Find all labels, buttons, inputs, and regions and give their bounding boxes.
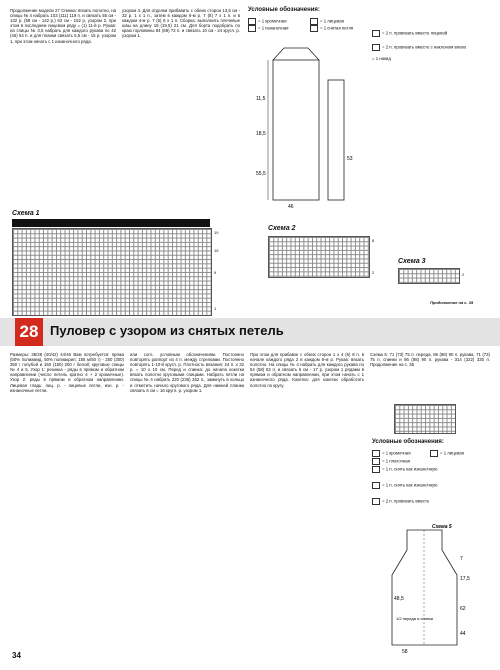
- dim-label: 58: [402, 649, 408, 655]
- dim-label: 11,5: [256, 96, 266, 102]
- garment-schema-bottom: [372, 520, 492, 655]
- scheme-row-number: 19: [214, 230, 219, 235]
- bottom-text-column-1: Размеры: 36/38 (40/42) 44/46 Вам потребуется: пряжа (50% полиамид, 50% полиакрил; 155 м/50 г) - 250 (300) 350 г голубой и 150 (150) 200 г белой; круговые спицы № 4 и 5. Узор 1: резинка - ряды в прямом и обратном направлении (число петель кратно 4 + 2 кромочные). Узор 2: ряды в прямом и обратном направлении. Лицевая гладь: лиц. р. - лицевые петли, изн. р. - изнаночные петли.: [10, 352, 124, 393]
- dim-label: 1/2 переда и спинки: [396, 616, 434, 621]
- dim-label: 7: [460, 556, 463, 562]
- legend-item: = 2 п. провязать вместе с наклоном влево: [372, 44, 466, 51]
- knit-stitch-icon: [248, 25, 256, 32]
- scheme-3-title: Схема 3: [398, 258, 426, 265]
- legend-item: = 1 лицевая: [310, 18, 344, 25]
- dim-label: 17,5: [460, 576, 470, 582]
- scheme-row-number: 2: [462, 272, 465, 277]
- bottom-text-column-3: При этом для прибавок с обеих сторон 1 х 4 (6) 8 п. в начале каждого ряда 2 в каждом 8-м р. Рукав: вязать полотно. На спицы № 4 набрать для каждого рукава по 54 (58) 62 п. и связать 6 см - 17 р. узором 1 рядами в прямом и обратном направлении, при этом начать с 1 изнаночного ряда. Кокетка: для кокетки обработать полотно по кругу.: [250, 352, 364, 388]
- legend-item: = 2 п. провязать вместе лицевой: [372, 30, 447, 37]
- legend-item: = 1 изнаночная: [248, 25, 288, 32]
- dim-label: 53: [347, 156, 353, 162]
- scheme-3-grid: [398, 268, 460, 284]
- scheme-row-number: 9: [214, 270, 217, 275]
- slip-stitch-icon: [372, 466, 380, 473]
- section-number-badge: 28: [15, 318, 43, 346]
- section-title: Пуловер с узором из снятых петель: [50, 323, 284, 338]
- legend-item: = 1 п. снять как изнаночную: [372, 482, 437, 489]
- scheme-row-number: 2: [372, 270, 375, 275]
- purl-stitch-icon: [310, 18, 318, 25]
- edge-stitch-icon: [248, 18, 256, 25]
- top-text-column-2: узором 4. Для отделки прибавить с обеих сторон 13,5 см - 32 р. 1 х 1 п., затем в каждом 6-м р. 7 (8) 7 х 1 п. и в каждом 4-м р. 7 (6) 6 х 1 п. Сборка: выполнить плечевые швы на длину 18 (19,5) 21 см. Для борта подобрать по краю горловины 84 (88) 72 п. и связать 10 см - 24 кругл. р. узором 1.: [122, 8, 240, 39]
- dim-label: 18,5: [256, 131, 266, 137]
- scheme-1-header: [12, 219, 210, 227]
- legend-item: = 1 п. снять как изнаночную: [372, 466, 437, 473]
- top-legend-title: Условные обозначения:: [248, 7, 320, 13]
- top-text-column-1: Продолжение модели 27 Спинка: вязать полотно, на спицы № 4 набрать 103 (111) 119 п. и связать 55 см - 132 р. (58 см - 142 р.) 63 см - 152 р. узором 2, при этом в последнем лицевом ряду = (1) 11-й р. Рукав: на спицы № 3,5 набрать для каждого рукава по 42 (46) 54 п. и для планки связать 5,5 см - 15 р. узором 1, при этом начать с 1 изнаночного ряда.: [10, 8, 116, 44]
- edge-stitch-icon: [372, 450, 380, 457]
- continued-note: Продолжение на с. 35: [430, 300, 474, 305]
- slip-purlwise-icon: [372, 482, 380, 489]
- dim-label: 48,5: [394, 596, 404, 602]
- scheme-2-grid: [268, 236, 370, 278]
- bottom-text-column-2: или согл. условным обозначениям. Постоянно повторять раппорт из 4 п. между стрелками. Постоянно повторять 1-10-й кругл. р. Плотность вязания: 24 п. х 32 р. = 10 х 10 см. Перед и спинка: до начала кокетки вязать полотно круговыми спицами. Набрать петли на спицы № 4 набрать 220 (236) 252 п., замкнуть в кольцо и отметить начало кругового ряда. Для нижней планки связать 6 см = 16 кругл. р. узором 1.: [130, 352, 244, 393]
- page-number: 34: [12, 651, 21, 660]
- dim-label: 44: [460, 631, 466, 637]
- dim-label: 55,5: [256, 171, 266, 177]
- garter-stitch-icon: [372, 458, 380, 465]
- scheme-row-number: 8: [372, 238, 375, 243]
- schema-5-title: Схема 5: [432, 524, 452, 530]
- legend-item: = 1 платочная: [372, 458, 410, 465]
- slip-stitch-icon: [310, 25, 318, 32]
- legend-item: = 2 п. провязать вместе: [372, 498, 429, 505]
- bottom-legend-title: Условные обозначения:: [372, 439, 444, 445]
- ssk-icon: [372, 44, 380, 51]
- garment-schema-top: [248, 40, 368, 210]
- scheme-1-grid: [12, 228, 212, 316]
- knit-stitch-icon: [430, 450, 438, 457]
- legend-item: = 1 лицевая: [430, 450, 464, 457]
- bottom-text-column-4: Схема 5: 71 (73) 75 п. переда, 86 (88) 90 п. рукава, 71 (73) 75 п. спинки и 86 (88) 90 п. рукава - 314 (322) 330 п. Продолжение на с. 35: [370, 352, 490, 368]
- legend-item: = 1 кромочная: [372, 450, 411, 457]
- dim-label: 46: [288, 204, 294, 210]
- top-legend-notes: = 1 накид: [372, 56, 391, 61]
- dim-label: 62: [460, 606, 466, 612]
- scheme-1-title: Схема 1: [12, 210, 40, 217]
- scheme-2-title: Схема 2: [268, 225, 296, 232]
- legend-item: = 1 кромочная: [248, 18, 287, 25]
- scheme-row-number: 1: [214, 306, 217, 311]
- scheme-4-grid: [394, 404, 456, 434]
- k2tog-icon: [372, 498, 380, 505]
- legend-item: = 1 снятая петля: [310, 25, 353, 32]
- k2tog-icon: [372, 30, 380, 37]
- scheme-row-number: 15: [214, 248, 219, 253]
